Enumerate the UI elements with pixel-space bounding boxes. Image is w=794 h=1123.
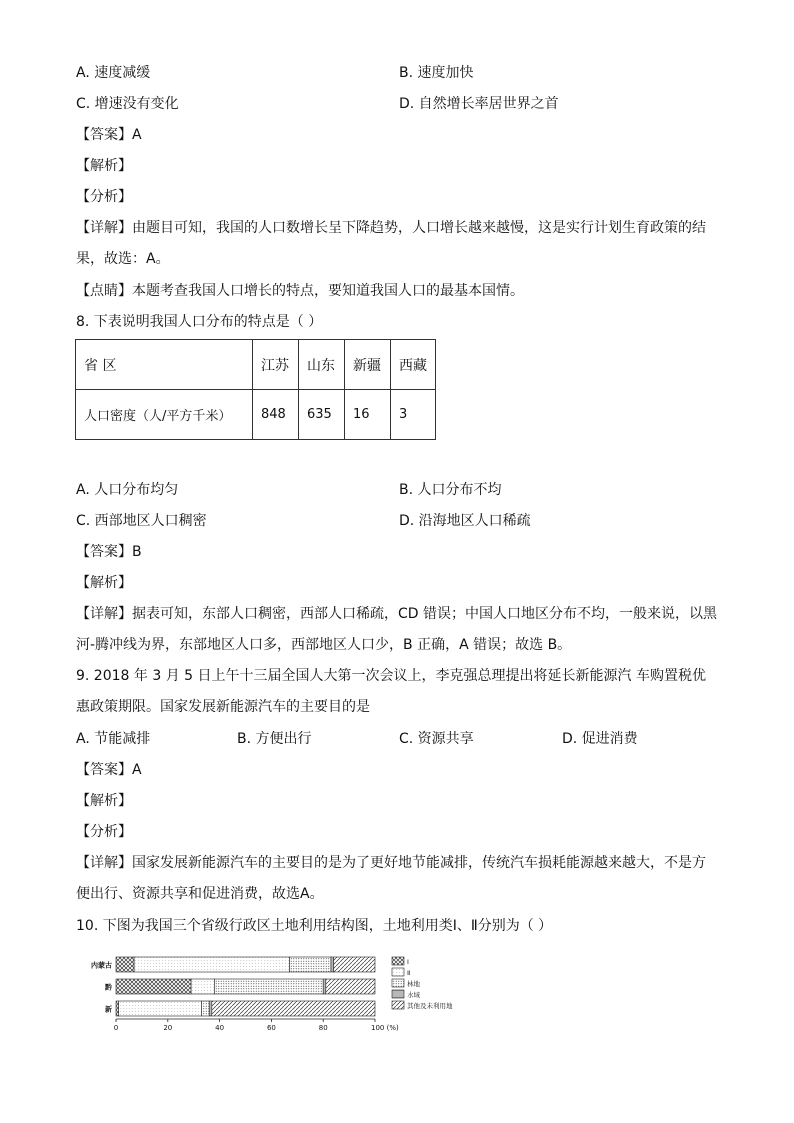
x-tick-label: 80 <box>318 1024 328 1032</box>
category-label: 内蒙古 <box>91 961 112 970</box>
bar-segment <box>212 1001 375 1016</box>
x-tick-label: 60 <box>266 1024 276 1032</box>
q7-comment: 【点睛】本题考查我国人口增长的特点，要知道我国人口的最基本国情。 <box>76 283 524 299</box>
q9-detail-line1: 【详解】国家发展新能源汽车的主要目的是为了更好地节能减排，传统汽车损耗能源越来越大，不是方 <box>76 855 706 871</box>
q9-option-c: C. 资源共享 <box>399 731 474 747</box>
q10-stem: 10. 下图为我国三个省级行政区土地利用结构图，土地利用类Ⅰ、Ⅱ分别为（ ） <box>76 918 553 934</box>
bar-segment <box>116 1001 119 1016</box>
table-header-cell: 山东 <box>299 340 345 390</box>
table-header-cell: 新疆 <box>345 340 391 390</box>
x-tick-label: 100 (%) <box>371 1024 399 1032</box>
q7-fenxi-heading: 【分析】 <box>76 189 132 205</box>
legend-label: 水域 <box>407 991 420 999</box>
legend-label: Ⅱ <box>407 969 411 977</box>
q9-answer: 【答案】A <box>76 762 142 778</box>
q7-answer: 【答案】A <box>76 127 142 143</box>
q9-option-d: D. 促进消费 <box>562 731 638 747</box>
bar-segment <box>323 979 326 994</box>
q8-detail-line1: 【详解】据表可知，东部人口稠密，西部人口稀疏，CD 错误；中国人口地区分布不均，一般来说，以黑 <box>76 606 718 622</box>
x-tick-label: 0 <box>113 1024 119 1032</box>
table-header-cell: 西藏 <box>391 340 436 390</box>
table-row <box>76 390 436 440</box>
bar-segment <box>334 957 375 972</box>
land-use-structure-chart <box>80 950 480 1040</box>
legend-swatch <box>392 957 404 965</box>
q7-option-d: D. 自然增长率居世界之首 <box>399 96 559 112</box>
population-density-table <box>75 339 436 440</box>
q8-stem: 8. 下表说明我国人口分布的特点是（ ） <box>76 314 323 330</box>
table-header-cell: 江苏 <box>253 340 299 390</box>
bar-segment <box>134 957 289 972</box>
q7-detail-line2: 果，故选：A。 <box>76 251 170 267</box>
category-label: 黔 <box>105 983 112 992</box>
q8-analysis-heading: 【解析】 <box>76 575 132 591</box>
table-cell: 635 <box>299 390 345 440</box>
bar-segment <box>331 957 334 972</box>
bar-segment <box>326 979 375 994</box>
bar-segment <box>201 1001 209 1016</box>
bar-segment <box>290 957 331 972</box>
q8-answer: 【答案】B <box>76 544 142 560</box>
q8-option-c: C. 西部地区人口稠密 <box>76 513 207 529</box>
q8-detail-line2: 河-腾冲线为界，东部地区人口多，西部地区人口少，B 正确，A 错误；故选 B。 <box>76 637 572 653</box>
legend-swatch <box>392 990 404 998</box>
category-label: 新 <box>105 1005 112 1014</box>
x-tick-label: 20 <box>163 1024 173 1032</box>
x-tick-label: 40 <box>215 1024 225 1032</box>
table-header-cell: 省 区 <box>76 340 253 390</box>
bar-segment <box>119 1001 202 1016</box>
q9-stem-line1: 9. 2018 年 3 月 5 日上午十三届全国人大第一次会议上，李克强总理提出将延长新能源汽 车购置税优 <box>76 668 706 684</box>
bar-segment <box>209 1001 212 1016</box>
legend-swatch <box>392 979 404 987</box>
table-cell: 16 <box>345 390 391 440</box>
q7-option-c: C. 增速没有变化 <box>76 96 179 112</box>
q9-analysis-heading: 【解析】 <box>76 793 132 809</box>
legend-swatch <box>392 1001 404 1009</box>
q8-option-d: D. 沿海地区人口稀疏 <box>399 513 531 529</box>
q7-analysis-heading: 【解析】 <box>76 158 132 174</box>
q9-option-b: B. 方便出行 <box>237 731 312 747</box>
q9-stem-line2: 惠政策期限。国家发展新能源汽车的主要目的是 <box>76 699 370 715</box>
q9-detail-line2: 便出行、资源共享和促进消费，故选A。 <box>76 886 324 902</box>
legend-label: 林地 <box>407 980 420 988</box>
q8-option-a: A. 人口分布均匀 <box>76 482 179 498</box>
q9-option-a: A. 节能减排 <box>76 731 151 747</box>
table-cell: 人口密度（人/平方千米） <box>76 390 253 440</box>
table-cell: 848 <box>253 390 299 440</box>
bar-segment <box>116 957 134 972</box>
q7-option-a: A. 速度减缓 <box>76 65 151 81</box>
bar-segment <box>116 979 191 994</box>
bar-segment <box>214 979 323 994</box>
q7-detail-line1: 【详解】由题目可知，我国的人口数增长呈下降趋势，人口增长越来越慢，这是实行计划生育政策的结 <box>76 220 706 236</box>
legend-label: 其他及未利用地 <box>407 1002 453 1010</box>
table-cell: 3 <box>391 390 436 440</box>
bar-segment <box>191 979 214 994</box>
legend-swatch <box>392 968 404 976</box>
legend-label: Ⅰ <box>407 958 409 966</box>
q8-option-b: B. 人口分布不均 <box>399 482 502 498</box>
table-row <box>76 340 436 390</box>
q7-option-b: B. 速度加快 <box>399 65 474 81</box>
q9-fenxi-heading: 【分析】 <box>76 824 132 840</box>
